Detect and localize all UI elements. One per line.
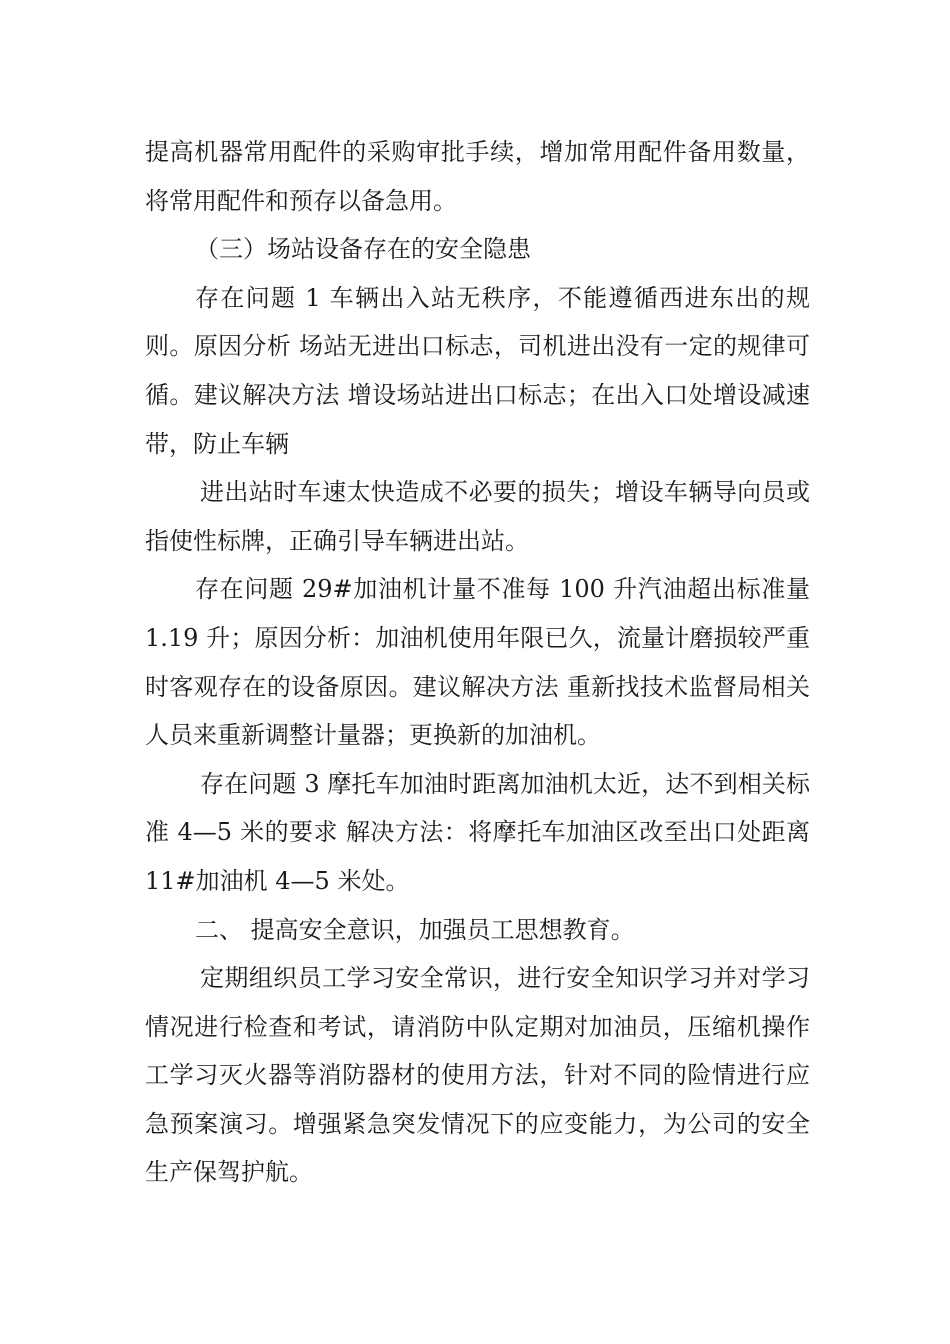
paragraph-procurement: 提高机器常用配件的采购审批手续，增加常用配件备用数量，将常用配件和预存以备急用。 [145,138,810,215]
paragraph-issue-1-continued: 进出站时车速太快造成不必要的损失；增设车辆导向员或指使性标牌，正确引导车辆进出站。 [145,478,810,555]
section-heading-station-equipment: （三）场站设备存在的安全隐患 [195,235,531,264]
body-text [145,128,810,1197]
paragraph-issue-2: 存在问题 29#加油机计量不准每 100 升汽油超出标准量 1.19 升；原因分析：加油机使用年限已久，流量计磨损较严重时客观存在的设备原因。建议解决方法 重新找技术监督局相关人员来重新调整计量器；更换新的加油机。 [145,575,810,750]
paragraph-training: 定期组织员工学习安全常识，进行安全知识学习并对学习情况进行检查和考试，请消防中队定期对加油员，压缩机操作工学习灭火器等消防器材的使用方法，针对不同的险情进行应急预案演习。增强紧急突发情况下的应变能力，为公司的安全生产保驾护航。 [145,964,810,1187]
section-heading-safety-awareness: 二、 提高安全意识，加强员工思想教育。 [195,915,635,944]
paragraph-issue-1: 存在问题 1 车辆出入站无秩序，不能遵循西进东出的规则。原因分析 场站无进出口标志，司机进出没有一定的规律可循。建议解决方法 增设场站进出口标志；在出入口处增设减速带，防止车辆 [145,283,810,458]
paragraph-issue-3: 存在问题 3 摩托车加油时距离加油机太近，达不到相关标准 4—5 米的要求 解决方法：将摩托车加油区改至出口处距离 11#加油机 4—5 米处。 [145,769,810,895]
